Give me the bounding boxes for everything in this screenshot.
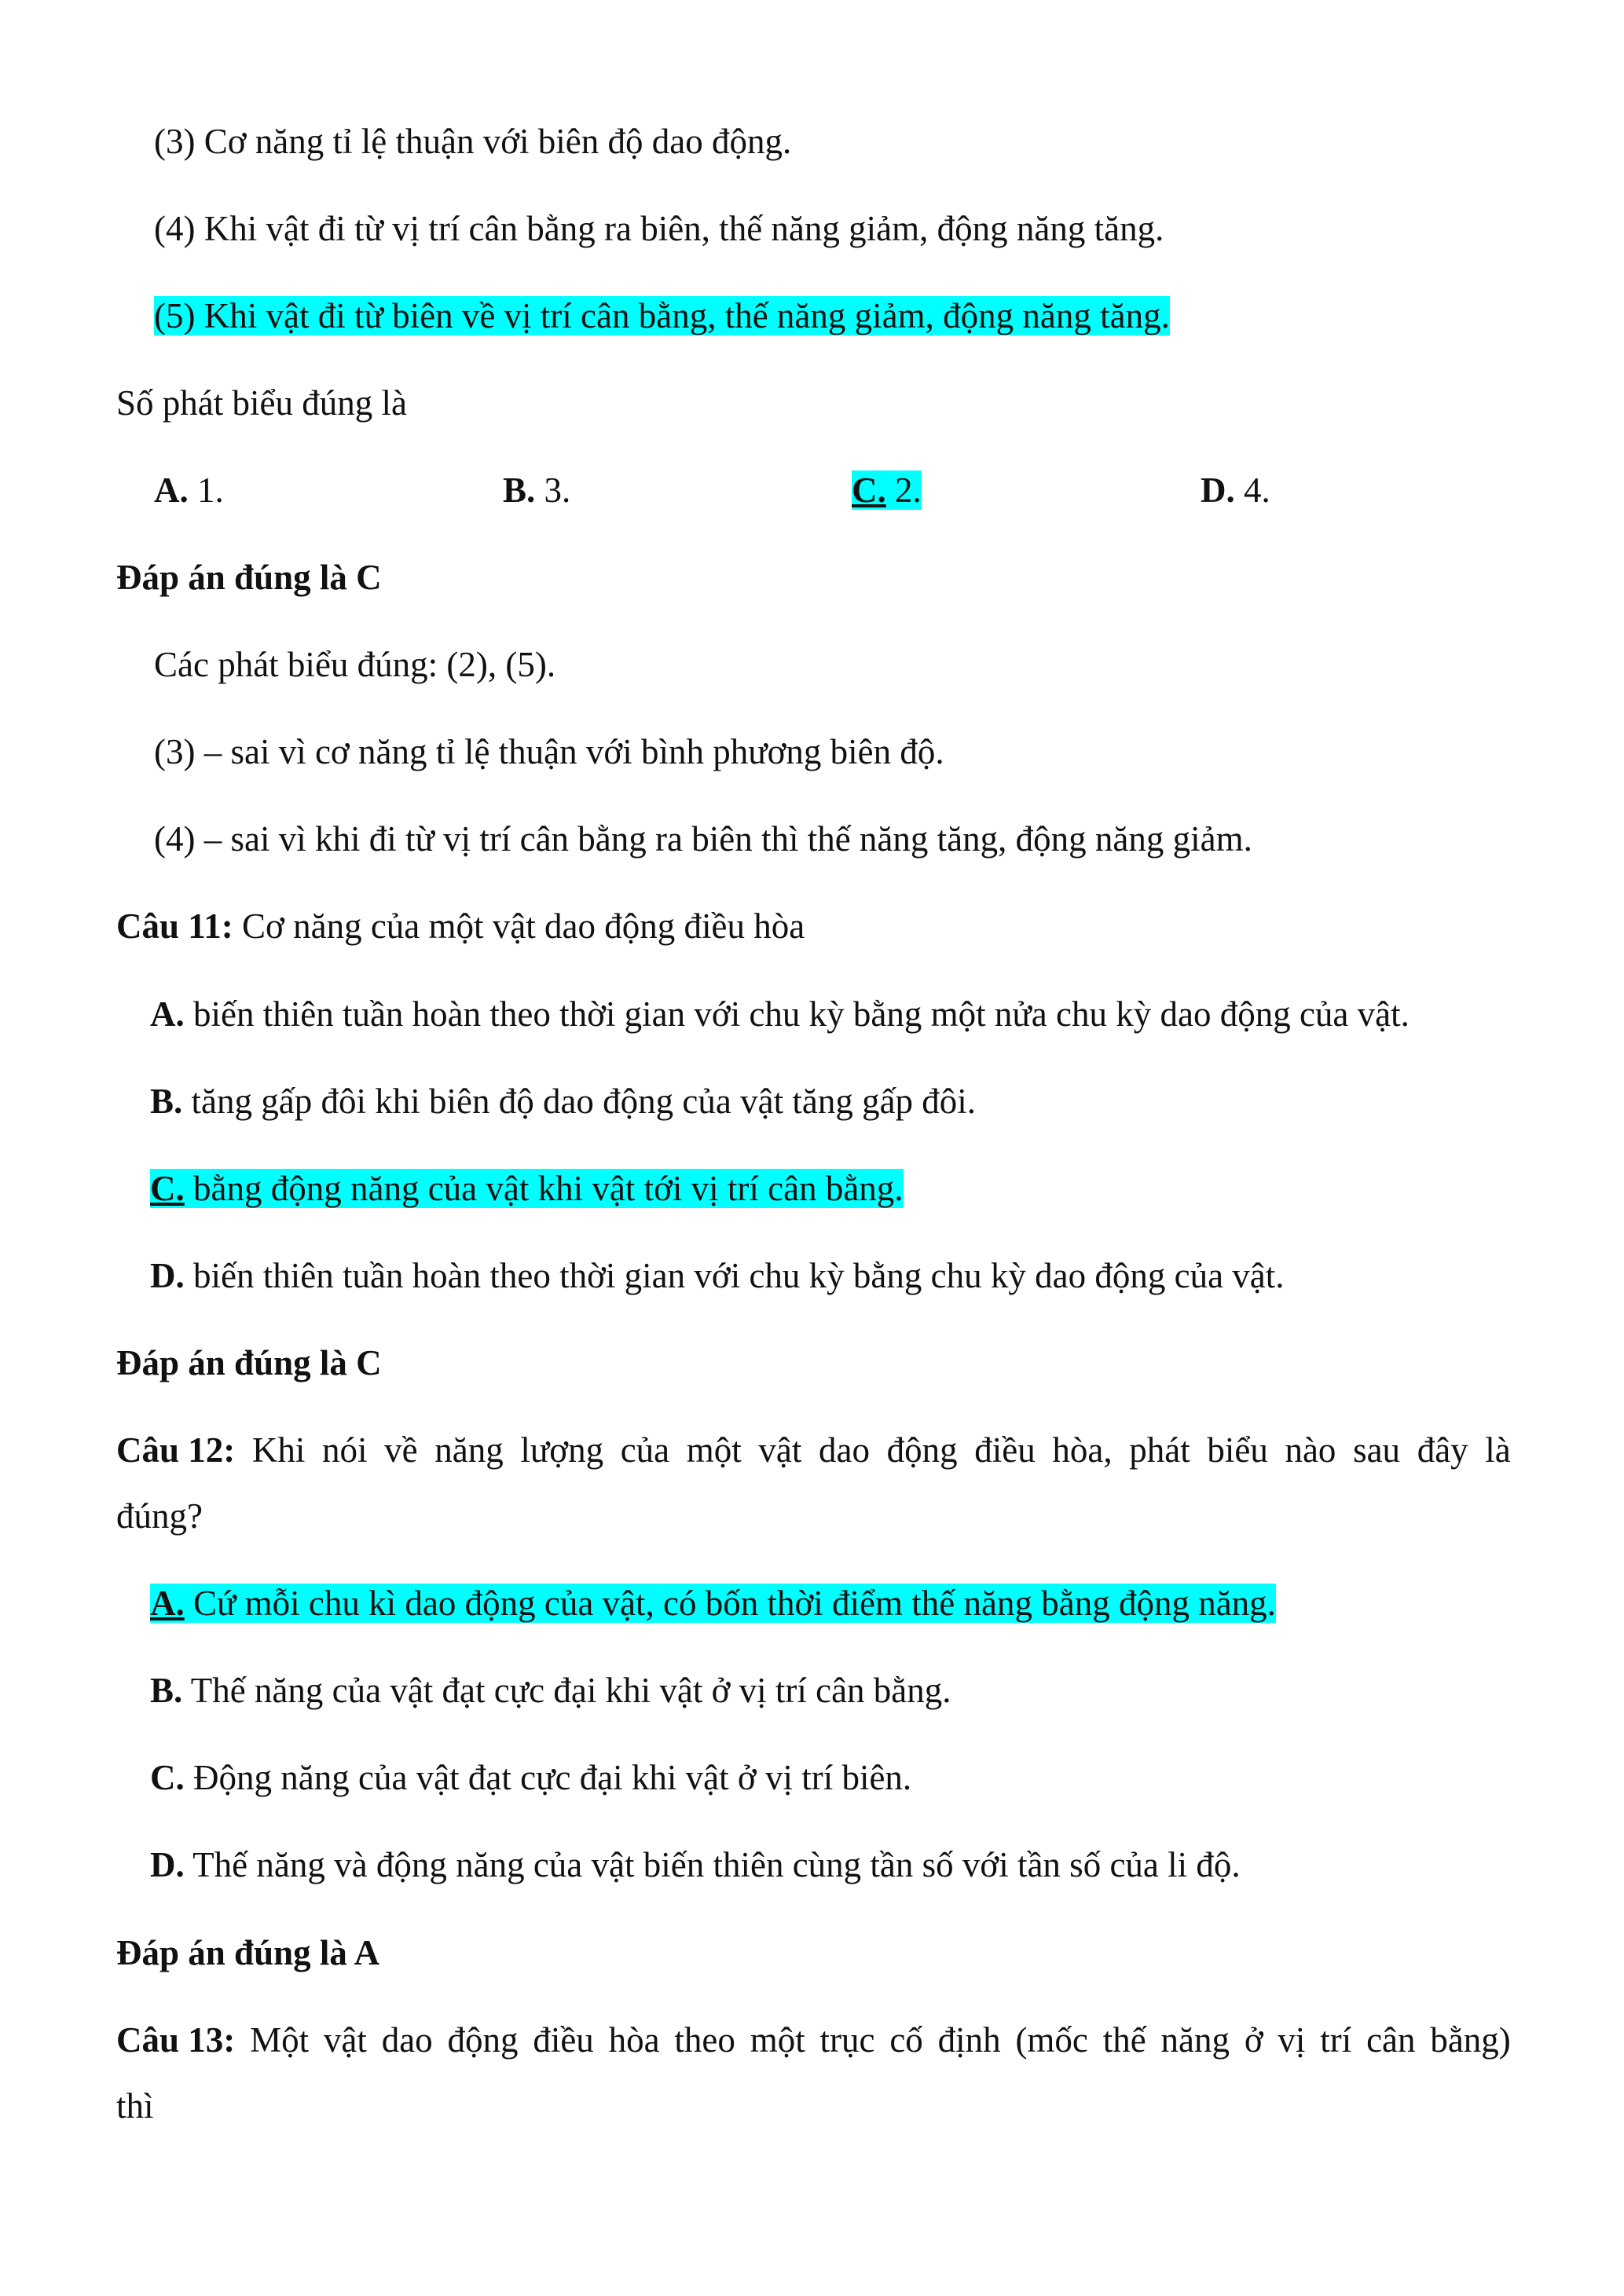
q13-label: Câu 13: — [116, 2020, 236, 2060]
q12-word: nào — [1285, 1430, 1336, 1470]
q11-question — [116, 904, 805, 948]
q12-word: Khi — [251, 1430, 306, 1470]
q13-word: điều — [533, 2020, 594, 2060]
q13-word: cố — [889, 2020, 923, 2060]
q12-option-d-letter: D. — [150, 1845, 185, 1884]
q12-word: vật — [758, 1430, 802, 1470]
q12-answer: Đáp án đúng là A — [116, 1933, 380, 1972]
q13-word: cân — [1366, 2020, 1416, 2060]
q11-option-d-letter: D. — [150, 1256, 185, 1295]
q11-option-a-letter: A. — [150, 994, 185, 1034]
q11-option-c-letter: C. — [150, 1169, 185, 1208]
q12-word: lượng — [520, 1430, 604, 1470]
q13-word: vị — [1278, 2020, 1306, 2060]
q12-word: nói — [322, 1430, 368, 1470]
statement-5 — [154, 294, 1170, 338]
q10-option-a-letter: A. — [154, 471, 189, 510]
q12-question-line-2: đúng? — [116, 1496, 203, 1536]
q13-word: ở — [1244, 2020, 1263, 2060]
q12-option-c-letter: C. — [150, 1758, 185, 1797]
q10-option-b — [503, 468, 570, 512]
q10-option-a — [154, 468, 224, 512]
statement-5-text: (5) Khi vật đi từ biên về vị trí cân bằng, thế năng giảm, động năng tăng. — [154, 296, 1170, 335]
q13-word: vật — [323, 2020, 367, 2060]
q10-answer: Đáp án đúng là C — [116, 558, 382, 597]
q12-word: dao — [819, 1430, 871, 1470]
statement-4: (4) Khi vật đi từ vị trí cân bằng ra biên, thế năng giảm, động năng tăng. — [154, 209, 1164, 248]
q12-word: đây — [1417, 1430, 1468, 1470]
q12-word: năng — [434, 1430, 504, 1470]
q13-question-line-1 — [116, 2018, 1511, 2062]
q13-word: thế — [1102, 2020, 1146, 2060]
q11-option-c-text: bằng động năng của vật khi vật tới vị trí cân bằng. — [184, 1169, 904, 1208]
q12-option-c — [150, 1756, 911, 1800]
q10-explanation-3: (4) – sai vì khi đi từ vị trí cân bằng ra biên thì thế năng tăng, động năng giảm. — [154, 819, 1252, 859]
q10-prompt: Số phát biểu đúng là — [116, 383, 407, 423]
q10-option-d-text: 4. — [1234, 471, 1270, 510]
q12-option-b-letter: B. — [150, 1671, 183, 1710]
q12-option-c-text: Động năng của vật đạt cực đại khi vật ở vị trí biên. — [184, 1758, 912, 1797]
q12-question-line-1 — [116, 1428, 1511, 1472]
q11-option-c — [150, 1166, 904, 1210]
q11-option-a — [150, 992, 1410, 1036]
q13-word: động — [447, 2020, 519, 2060]
q10-option-b-text: 3. — [535, 471, 571, 510]
q13-word: một — [750, 2020, 805, 2060]
q13-word: trí — [1320, 2020, 1352, 2060]
q10-explanation-1: Các phát biểu đúng: (2), (5). — [154, 645, 556, 684]
q12-option-d-text: Thế năng và động năng của vật biến thiên cùng tần số với tần số của li độ. — [184, 1845, 1241, 1884]
q13-question-line-2: thì — [116, 2086, 154, 2126]
q13-word: (mốc — [1015, 2020, 1088, 2060]
q13-word: bằng) — [1430, 2020, 1511, 2060]
q12-word: một — [686, 1430, 742, 1470]
q12-option-d — [150, 1843, 1241, 1887]
q10-option-b-letter: B. — [503, 471, 536, 510]
q12-word: động — [886, 1430, 958, 1470]
q12-option-b-text: Thế năng của vật đạt cực đại khi vật ở vị trí cân bằng. — [182, 1671, 951, 1710]
q10-explanation-2: (3) – sai vì cơ năng tỉ lệ thuận với bình phương biên độ. — [154, 732, 944, 771]
q11-option-d — [150, 1254, 1285, 1298]
q13-word: năng — [1160, 2020, 1230, 2060]
q12-word: điều — [974, 1430, 1036, 1470]
q11-option-d-text: biến thiên tuần hoàn theo thời gian với chu kỳ bằng chu kỳ dao động của vật. — [184, 1256, 1285, 1295]
q12-option-a-letter: A. — [150, 1584, 185, 1623]
q10-option-c-text: 2. — [885, 471, 922, 510]
q11-option-b-letter: B. — [150, 1082, 183, 1121]
q11-option-b — [150, 1079, 976, 1123]
q12-word: biểu — [1207, 1430, 1268, 1470]
q12-word: phát — [1129, 1430, 1190, 1470]
q13-word: trục — [819, 2020, 875, 2060]
q12-word: sau — [1353, 1430, 1401, 1470]
q10-option-a-text: 1. — [188, 471, 224, 510]
statement-3: (3) Cơ năng tỉ lệ thuận với biên độ dao động. — [154, 122, 792, 161]
q12-option-a-text: Cứ mỗi chu kì dao động của vật, có bốn thời điểm thế năng bằng động năng. — [184, 1584, 1276, 1623]
q12-option-a — [150, 1581, 1276, 1625]
q12-label: Câu 12: — [116, 1430, 236, 1470]
q13-word: định — [937, 2020, 1001, 2060]
q11-answer: Đáp án đúng là C — [116, 1343, 382, 1382]
q12-option-b — [150, 1668, 951, 1712]
q10-option-c-letter: C. — [852, 471, 886, 510]
q10-option-c — [852, 468, 922, 512]
q13-word: Một — [250, 2020, 310, 2060]
q13-word: dao — [381, 2020, 433, 2060]
q12-word: hòa, — [1052, 1430, 1113, 1470]
q13-word: theo — [674, 2020, 735, 2060]
q10-option-d-letter: D. — [1201, 471, 1235, 510]
q11-option-b-text: tăng gấp đôi khi biên độ dao động của vật tăng gấp đôi. — [182, 1082, 977, 1121]
q11-label: Câu 11: — [116, 906, 233, 946]
q12-word: của — [620, 1430, 670, 1470]
q13-word: hòa — [608, 2020, 660, 2060]
q12-word: là — [1485, 1430, 1511, 1470]
q11-option-a-text: biến thiên tuần hoàn theo thời gian với chu kỳ bằng một nửa chu kỳ dao động của vật. — [184, 994, 1410, 1034]
q11-text: Cơ năng của một vật dao động điều hòa — [233, 906, 805, 946]
q12-word: về — [384, 1430, 418, 1470]
q10-option-d — [1201, 468, 1270, 512]
